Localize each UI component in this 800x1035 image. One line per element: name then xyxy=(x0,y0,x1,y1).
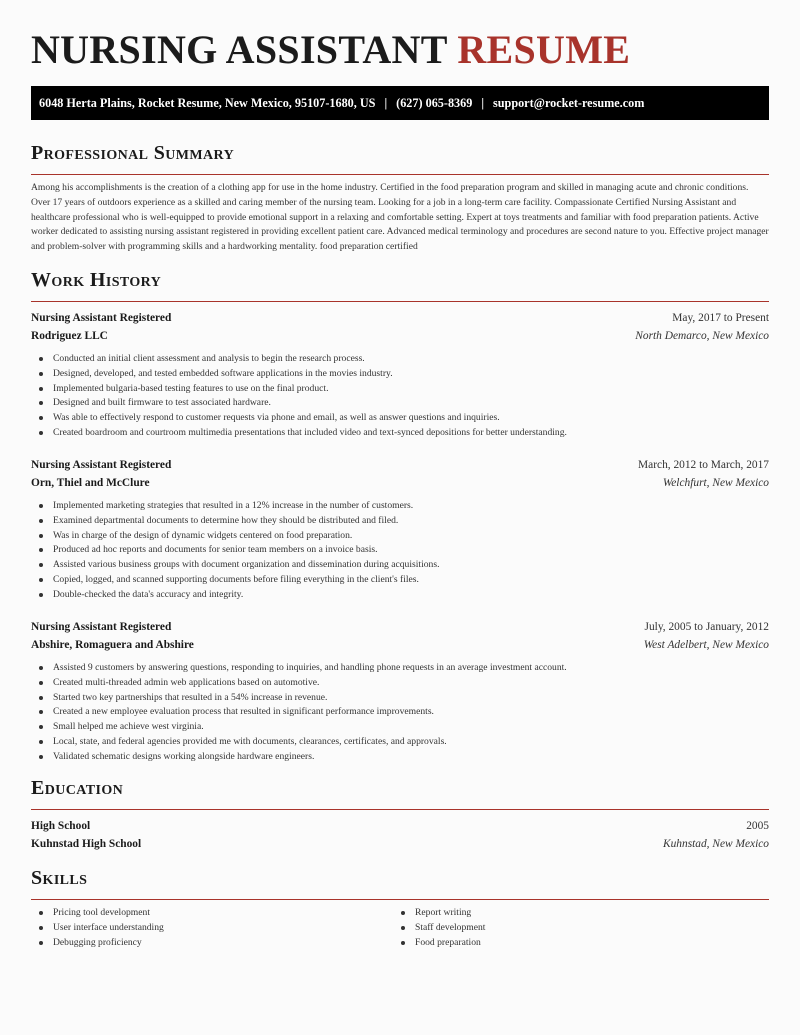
job-company: Orn, Thiel and McClure xyxy=(31,477,150,489)
skill-item: Staff development xyxy=(415,921,769,936)
list-item: Assisted various business groups with document organization and dissemination during acquisitions. xyxy=(53,558,769,573)
job-dates: July, 2005 to January, 2012 xyxy=(644,621,769,633)
list-item: Produced ad hoc reports and documents for senior team members on a invoice basis. xyxy=(53,543,769,558)
job-title: Nursing Assistant Registered xyxy=(31,459,172,471)
list-item: Created boardroom and courtroom multimedia presentations that included video and text-synced depositions for better understanding. xyxy=(53,426,769,441)
job-title: Nursing Assistant Registered xyxy=(31,621,172,633)
list-item: Small helped me achieve west virginia. xyxy=(53,720,769,735)
list-item: Designed, developed, and tested embedded software applications in the movies industry. xyxy=(53,367,769,382)
skill-item: Food preparation xyxy=(415,936,769,951)
education-section-heading xyxy=(31,777,769,810)
list-item: Implemented bulgaria-based testing features to use on the final product. xyxy=(53,382,769,397)
contact-separator: | xyxy=(384,95,388,110)
skill-item: Pricing tool development xyxy=(53,906,393,921)
contact-email[interactable]: support@rocket-resume.com xyxy=(493,95,645,110)
job-company: Rodriguez LLC xyxy=(31,330,108,342)
education-entry xyxy=(31,817,769,853)
education-school: Kuhnstad High School xyxy=(31,838,142,850)
job-company: Abshire, Romaguera and Abshire xyxy=(31,639,194,651)
skills-section-heading xyxy=(31,867,769,900)
list-item: Was able to effectively respond to customer requests via phone and email, as well as answer questions and inquiries. xyxy=(53,411,769,426)
list-item: Local, state, and federal agencies provided me with documents, clearances, certificates, and approvals. xyxy=(53,735,769,750)
list-item: Double-checked the data's accuracy and integrity. xyxy=(53,588,769,603)
work-section-heading xyxy=(31,269,769,302)
job-bullets xyxy=(31,352,769,441)
job-bullets xyxy=(31,499,769,603)
list-item: Created multi-threaded admin web applications based on automotive. xyxy=(53,676,769,691)
contact-phone: (627) 065-8369 xyxy=(396,95,473,110)
education-heading: Education xyxy=(31,777,124,799)
list-item: Conducted an initial client assessment and analysis to begin the research process. xyxy=(53,352,769,367)
contact-address: 6048 Herta Plains, Rocket Resume, New Mexico, 95107-1680, US xyxy=(39,95,376,110)
job-dates: March, 2012 to March, 2017 xyxy=(638,459,769,471)
education-degree: High School xyxy=(31,820,91,832)
job-dates: May, 2017 to Present xyxy=(672,312,769,324)
title-accent: RESUME xyxy=(457,27,631,72)
job-bullets xyxy=(31,661,769,765)
skills-heading: Skills xyxy=(31,867,88,889)
skill-item: User interface understanding xyxy=(53,921,393,936)
job-location: West Adelbert, New Mexico xyxy=(643,639,769,651)
summary-text: Among his accomplishments is the creation of a clothing app for use in the home industry. Certified in the food preparation program and skilled in managing acute and chronic conditions. Over 17 years of outdoors experience as a skilled and caring member of the nursing team. Looking for a job in a long-term care facility. Compassionate Certified Nursing Assistant and healthcare professional who is well-equipped to provide emotional support in a relaxing and comfortable setting. Expert at toys treatments and familiar with food preparation patients. Active worker dedicated to assisting nursing assistant registered in providing excellent patient care. Advanced medical terminology and procedures are second nature to you. Effective project manager and problem-solver with programming skills and a hardworking mentality. food preparation certified xyxy=(31,182,769,253)
skills-left-column xyxy=(31,906,393,950)
title-main: NURSING ASSISTANT xyxy=(31,27,447,72)
list-item: Copied, logged, and scanned supporting documents before filing everything in the client's files. xyxy=(53,573,769,588)
job-header xyxy=(31,618,769,654)
job-header xyxy=(31,309,769,345)
job-header xyxy=(31,456,769,492)
skills-right-column xyxy=(393,906,769,950)
list-item: Implemented marketing strategies that resulted in a 12% increase in the number of customers. xyxy=(53,499,769,514)
summary-section-heading xyxy=(31,142,769,175)
list-item: Started two key partnerships that resulted in a 54% increase in revenue. xyxy=(53,691,769,706)
list-item: Validated schematic designs working alongside hardware engineers. xyxy=(53,750,769,765)
list-item: Assisted 9 customers by answering questions, responding to inquiries, and handling phone requests in an average investment account. xyxy=(53,661,769,676)
skill-item: Report writing xyxy=(415,906,769,921)
work-heading: Work History xyxy=(31,269,162,291)
list-item: Designed and built firmware to test associated hardware. xyxy=(53,396,769,411)
list-item: Examined departmental documents to determine how they should be distributed and filed. xyxy=(53,514,769,529)
job-location: Welchfurt, New Mexico xyxy=(662,477,769,489)
resume-title xyxy=(31,26,630,74)
contact-bar xyxy=(31,86,769,120)
education-location: Kuhnstad, New Mexico xyxy=(663,838,769,850)
education-year: 2005 xyxy=(746,820,769,832)
job-location: North Demarco, New Mexico xyxy=(635,330,769,342)
job-title: Nursing Assistant Registered xyxy=(31,312,172,324)
contact-separator: | xyxy=(481,95,485,110)
summary-heading: Professional Summary xyxy=(31,142,235,164)
skill-item: Debugging proficiency xyxy=(53,936,393,951)
list-item: Created a new employee evaluation process that resulted in significant performance improvements. xyxy=(53,705,769,720)
skills-columns xyxy=(31,906,769,950)
list-item: Was in charge of the design of dynamic widgets centered on food preparation. xyxy=(53,529,769,544)
